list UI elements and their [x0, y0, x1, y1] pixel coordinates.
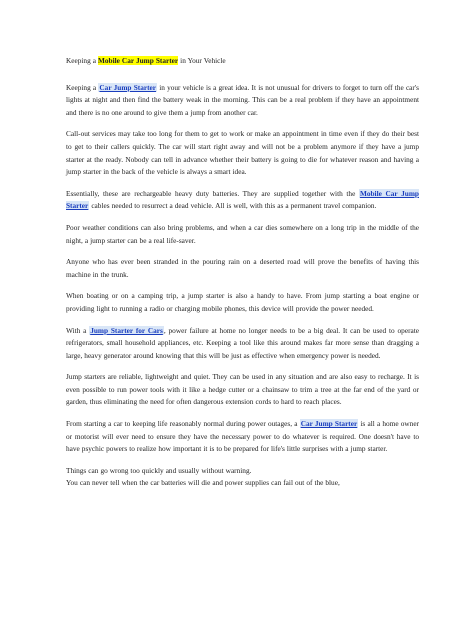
paragraph-7 — [66, 325, 419, 363]
paragraph-10-line-1: Things can go wrong too quickly and usually without warning. — [66, 465, 252, 475]
paragraph-9 — [66, 418, 419, 456]
title-prefix: Keeping a — [66, 56, 99, 65]
title-highlight: Mobile Car Jump Starter — [98, 56, 179, 65]
paragraph-4: Poor weather conditions can also bring problems, and when a car dies somewhere on a long trip in the middle of the night, a jump starter can be a real life-saver. — [66, 222, 419, 245]
paragraph-2: Call-out services may take too long for them to get to work or make an appointment in time even if they do their best to get to their callers quickly. The car will start right away and will not be a problem anymore if they have a jump starter at the ready. Nobody can tell in advance whether their battery is going to die for whatever reason and having a jump starter in the back of the vehicle is always a smart idea. — [66, 129, 419, 177]
paragraph-3 — [66, 188, 419, 213]
car-jump-starter-link-2[interactable]: Car Jump Starter — [300, 419, 358, 429]
paragraph-7-lead: With a — [66, 325, 90, 335]
document-title — [66, 55, 419, 68]
paragraph-3-rest: cables needed to resurrect a dead vehicle. All is well, with this as a permanent travel companion. — [89, 201, 377, 211]
car-jump-starter-link[interactable]: Car Jump Starter — [99, 82, 156, 92]
paragraph-9-rest: is all a home owner or motorist will ever need to ensure they have the necessary power to do whatever is required. One doesn't have to have psychic powers to realize how important it is to be prepared for life's little surprises with a jump starter. — [66, 419, 419, 454]
paragraph-10-line-2: You can never tell when the car batteries will die and power supplies can fail out of the blue, — [66, 478, 340, 488]
paragraph-6: When boating or on a camping trip, a jump starter is also a handy to have. From jump starting a boat engine or providing light to running a radio or charging mobile phones, this device will provide the power needed. — [66, 291, 419, 313]
paragraph-5: Anyone who has ever been stranded in the pouring rain on a deserted road will prove the benefits of having this machine in the trunk. — [66, 257, 419, 279]
mobile-car-jump-starter-link[interactable]: Mobile Car Jump Starter — [66, 188, 419, 211]
paragraph-8: Jump starters are reliable, lightweight and quiet. They can be used in any situation and are also easy to recharge. It is even possible to run power tools with it like a hedge cutter or a chainsaw to trim a tree at the far end of the yard or garden, thus eliminating the need for often dangerous extension cords to hard to reach places. — [66, 372, 419, 407]
jump-starter-for-cars-link[interactable]: Jump Starter for Cars — [90, 325, 163, 335]
paragraph-3-lead: Essentially, these are rechargeable heavy duty batteries. They are supplied together with the — [66, 188, 359, 198]
paragraph-9-lead: From starting a car to keeping life reasonably normal during power outages, a — [66, 419, 300, 429]
paragraph-7-rest: , power failure at home no longer needs to be a big deal. It can be used to operate refrigerators, small household appliances, etc. Keeping a tool like this around makes far more sense than dragging a large, heavy generator around knowing that this will be just as effective when emergency power is needed. — [66, 325, 420, 360]
paragraph-1-lead: Keeping a — [66, 82, 99, 92]
paragraph-1 — [66, 82, 419, 120]
title-suffix: in Your Vehicle — [178, 56, 226, 65]
paragraph-1-rest: in your vehicle is a great idea. It is not unusual for drivers to forget to turn off the car's lights at night and then find the battery weak in the morning. This can be a real problem if they have an appointment and there is no one around to give them a jump from another car. — [66, 82, 420, 117]
